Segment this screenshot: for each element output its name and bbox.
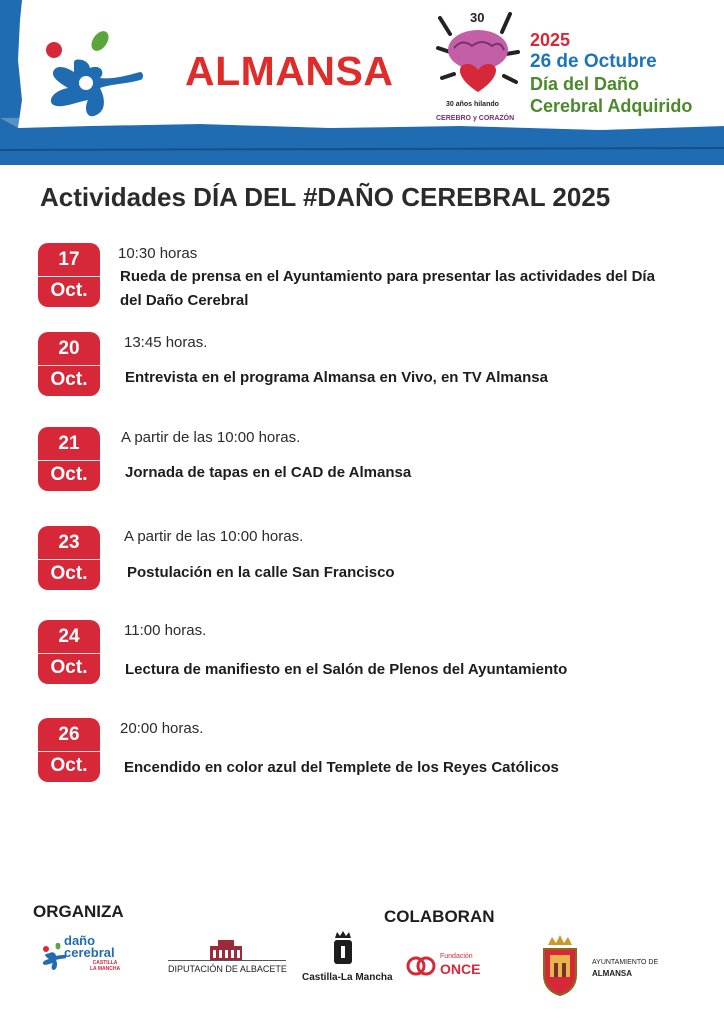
event-month: Oct. [50,755,88,776]
event-month: Oct. [50,369,88,390]
event-description: Encendido en color azul del Templete de los Reyes Católicos [124,759,559,776]
crown-shield-icon [331,930,355,968]
event-time: 11:00 horas. [124,622,207,639]
emblem-number: 30 [470,10,485,25]
badge-divider [38,460,100,461]
event-description: Jornada de tapas en el CAD de Almansa [125,464,412,481]
event-description: Entrevista en el programa Almansa en Vivo, en TV Almansa [125,369,548,386]
once-main-text: ONCE [440,961,481,977]
event-month: Oct. [50,464,88,485]
event-item [38,526,698,594]
day-name-line-2: Cerebral Adquirido [530,96,693,116]
emblem-caption-2: CEREBRO y CORAZÓN [436,115,515,122]
event-item [38,332,698,400]
event-month: Oct. [50,563,88,584]
diputacion-albacete-logo [168,938,286,978]
city-name: ALMANSA [185,48,394,94]
badge-divider [38,276,100,277]
brain-heart-emblem-icon [432,8,524,126]
date-badge [38,332,100,396]
once-rings-icon [406,954,436,978]
coat-of-arms-icon [540,935,580,997]
event-item [38,243,698,311]
date-block [530,29,692,117]
emblem-caption-1: 30 años hilando [446,101,499,108]
event-day: 24 [58,626,80,647]
ayto-line-1: AYUNTAMIENTO DE [592,959,659,966]
day-name-line-1: Día del Daño [530,74,640,94]
event-time: 20:00 horas. [120,720,204,737]
event-time: 13:45 horas. [124,334,208,351]
diputacion-name: DIPUTACIÓN DE ALBACETE [168,964,287,974]
event-month: Oct. [50,280,88,301]
event-day: 17 [58,249,80,270]
badge-divider [38,751,100,752]
event-time: A partir de las 10:00 horas. [121,429,301,446]
dano-cerebral-logo-icon [40,28,150,128]
event-item [38,427,698,495]
event-day: 21 [58,433,80,454]
badge-divider [38,653,100,654]
date-badge [38,427,100,491]
date: 26 de Octubre [530,51,657,72]
event-time: A partir de las 10:00 horas. [124,528,304,545]
castilla-name: Castilla-La Mancha [302,972,393,983]
colaboran-label: COLABORAN [384,907,495,926]
badge-divider [38,559,100,560]
event-month: Oct. [50,657,88,678]
ayto-line-2: ALMANSA [592,969,632,978]
organiza-label: ORGANIZA [33,902,124,921]
organizer-line-1: daño [64,933,96,948]
date-badge [38,243,100,307]
date-badge [38,526,100,590]
event-description: Lectura de manifiesto en el Salón de Plenos del Ayuntamiento [125,661,568,678]
building-icon [208,938,244,960]
date-badge [38,620,100,684]
event-day: 26 [58,724,80,745]
event-day: 23 [58,532,80,553]
organizer-line-4: LA MANCHA [90,966,121,972]
ayuntamiento-almansa-logo [540,935,680,999]
year: 2025 [530,30,571,50]
page-title: Actividades DÍA DEL #DAÑO CEREBRAL 2025 [40,182,611,212]
fundacion-once-logo [406,952,490,980]
event-description: Rueda de prensa en el Ayuntamiento para presentar las actividades del Día del Daño Cerebral [120,268,655,309]
organizer-line-3: CASTILLA [92,960,118,966]
badge-divider [38,365,100,366]
organizer-logo [42,935,132,977]
header-banner [0,0,724,165]
organizer-line-2: cerebral [64,945,115,960]
once-top-text: Fundación [440,953,473,960]
event-day: 20 [58,338,80,359]
castilla-la-mancha-logo [300,930,393,986]
event-item [38,718,698,786]
event-description: Postulación en la calle San Francisco [127,564,395,581]
date-badge [38,718,100,782]
event-time: 10:30 horas [118,245,198,262]
event-item [38,620,698,688]
